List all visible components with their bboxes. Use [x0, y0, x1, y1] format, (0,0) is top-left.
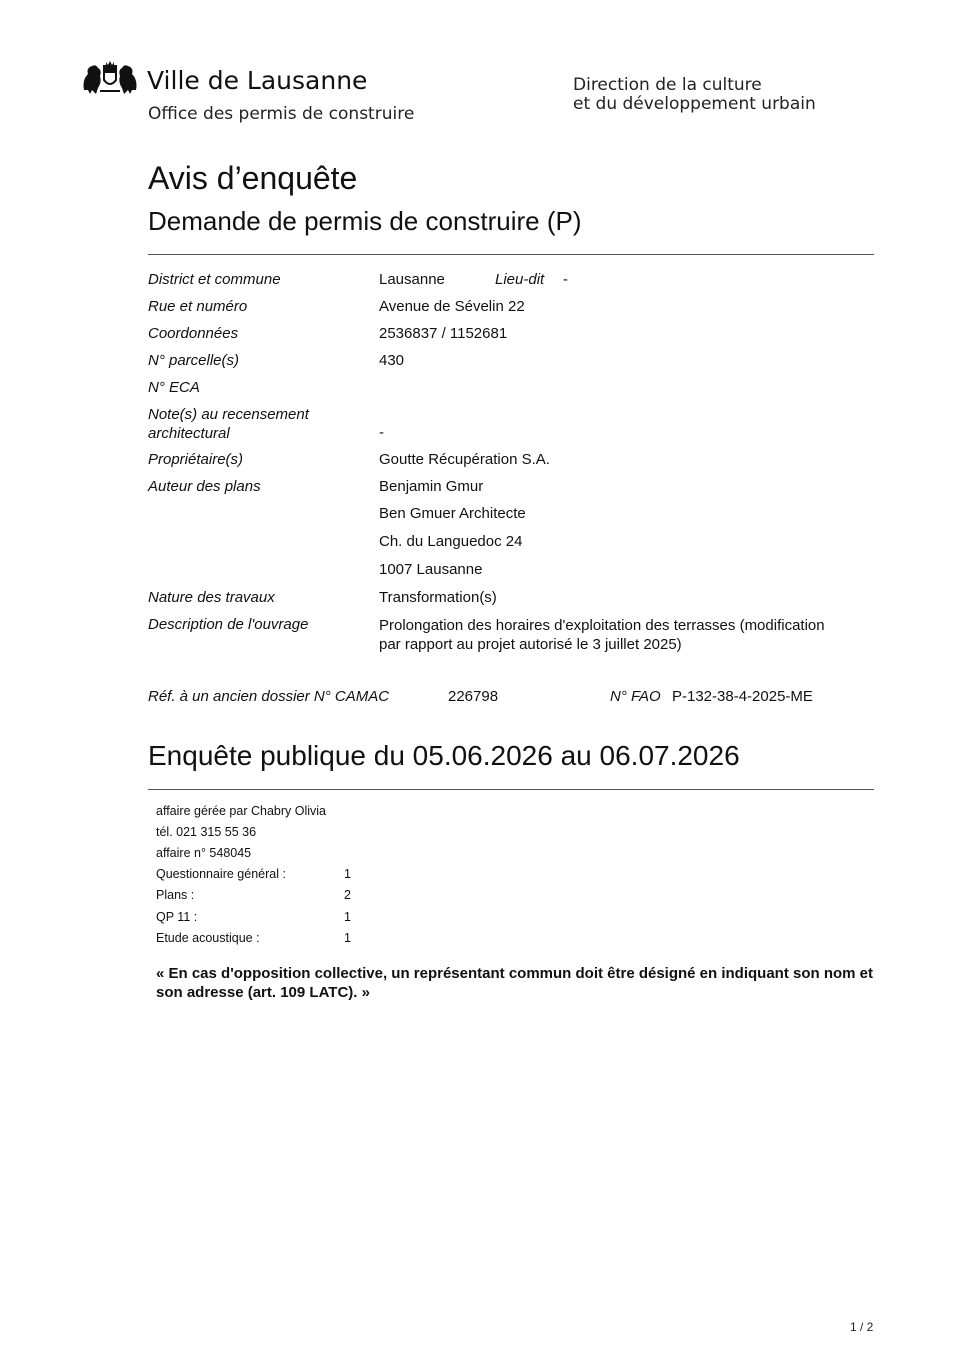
- document-count: 1: [344, 867, 351, 881]
- lieudit-value: -: [563, 271, 568, 288]
- document-label: QP 11 :: [156, 910, 198, 924]
- rue-value: Avenue de Sévelin 22: [379, 298, 525, 315]
- header-city-name: Ville de Lausanne: [147, 66, 368, 95]
- enquete-dates-heading: Enquête publique du 05.06.2026 au 06.07.2026: [148, 740, 740, 771]
- ref-camac-label: Réf. à un ancien dossier N° CAMAC: [148, 688, 390, 705]
- page-subtitle: Demande de permis de construire (P): [148, 206, 582, 236]
- divider-enquete: [148, 789, 874, 790]
- parcelle-value: 430: [379, 352, 405, 369]
- document-label: Plans :: [156, 888, 195, 902]
- page-title: Avis d’enquête: [148, 160, 358, 196]
- auteur-line-street: Ch. du Languedoc 24: [379, 533, 523, 550]
- auteur-label: Auteur des plans: [148, 478, 261, 495]
- opposition-note: « En cas d'opposition collective, un représentant commun doit être désigné en indiquant son nom et son adresse (art. 109 LATC). »: [156, 965, 874, 1001]
- affaire-telephone: tél. 021 315 55 36: [156, 825, 257, 839]
- lausanne-coat-of-arms-logo: [80, 60, 140, 96]
- description-line2: par rapport au projet autorisé le 3 juillet 2025): [379, 636, 682, 653]
- fao-label: N° FAO: [610, 688, 661, 705]
- header-office-name: Office des permis de construire: [148, 104, 415, 124]
- document-label: Questionnaire général :: [156, 867, 286, 881]
- document-count: 1: [344, 931, 351, 945]
- lieudit-label: Lieu-dit: [495, 271, 545, 288]
- affaire-numero: affaire n° 548045: [156, 846, 252, 860]
- header-direction: [573, 76, 816, 114]
- description-value: [379, 616, 825, 654]
- recensement-label-line2: architectural: [148, 425, 230, 442]
- page-number: 1 / 2: [850, 1320, 874, 1334]
- divider-top: [148, 254, 874, 255]
- auteur-line-name: Benjamin Gmur: [379, 478, 484, 495]
- district-value: Lausanne: [379, 271, 445, 288]
- eca-label: N° ECA: [148, 379, 200, 396]
- header-direction-line1: Direction de la culture: [573, 75, 762, 95]
- fao-value: P-132-38-4-2025-ME: [672, 688, 813, 705]
- rue-label: Rue et numéro: [148, 298, 248, 315]
- district-label: District et commune: [148, 271, 281, 288]
- description-label: Description de l'ouvrage: [148, 616, 309, 633]
- nature-label: Nature des travaux: [148, 589, 275, 606]
- coordonnees-label: Coordonnées: [148, 325, 239, 342]
- proprietaire-label: Propriétaire(s): [148, 451, 244, 468]
- ref-camac-value: 226798: [448, 688, 499, 705]
- proprietaire-value: Goutte Récupération S.A.: [379, 451, 550, 468]
- document-count: 1: [344, 910, 351, 924]
- description-line1: Prolongation des horaires d'exploitation des terrasses (modification: [379, 617, 825, 634]
- affaire-geree-par: affaire gérée par Chabry Olivia: [156, 804, 326, 818]
- document-label: Etude acoustique :: [156, 931, 260, 945]
- auteur-line-firm: Ben Gmuer Architecte: [379, 505, 526, 522]
- parcelle-label: N° parcelle(s): [148, 352, 240, 369]
- coordonnees-value: 2536837 / 1152681: [379, 325, 508, 342]
- document-count: 2: [344, 888, 351, 902]
- recensement-value: -: [379, 424, 384, 441]
- header-direction-line2: et du développement urbain: [573, 94, 816, 114]
- recensement-label-line1: Note(s) au recensement: [148, 406, 309, 423]
- recensement-label: [148, 405, 309, 443]
- nature-value: Transformation(s): [379, 589, 497, 606]
- auteur-line-city: 1007 Lausanne: [379, 561, 483, 578]
